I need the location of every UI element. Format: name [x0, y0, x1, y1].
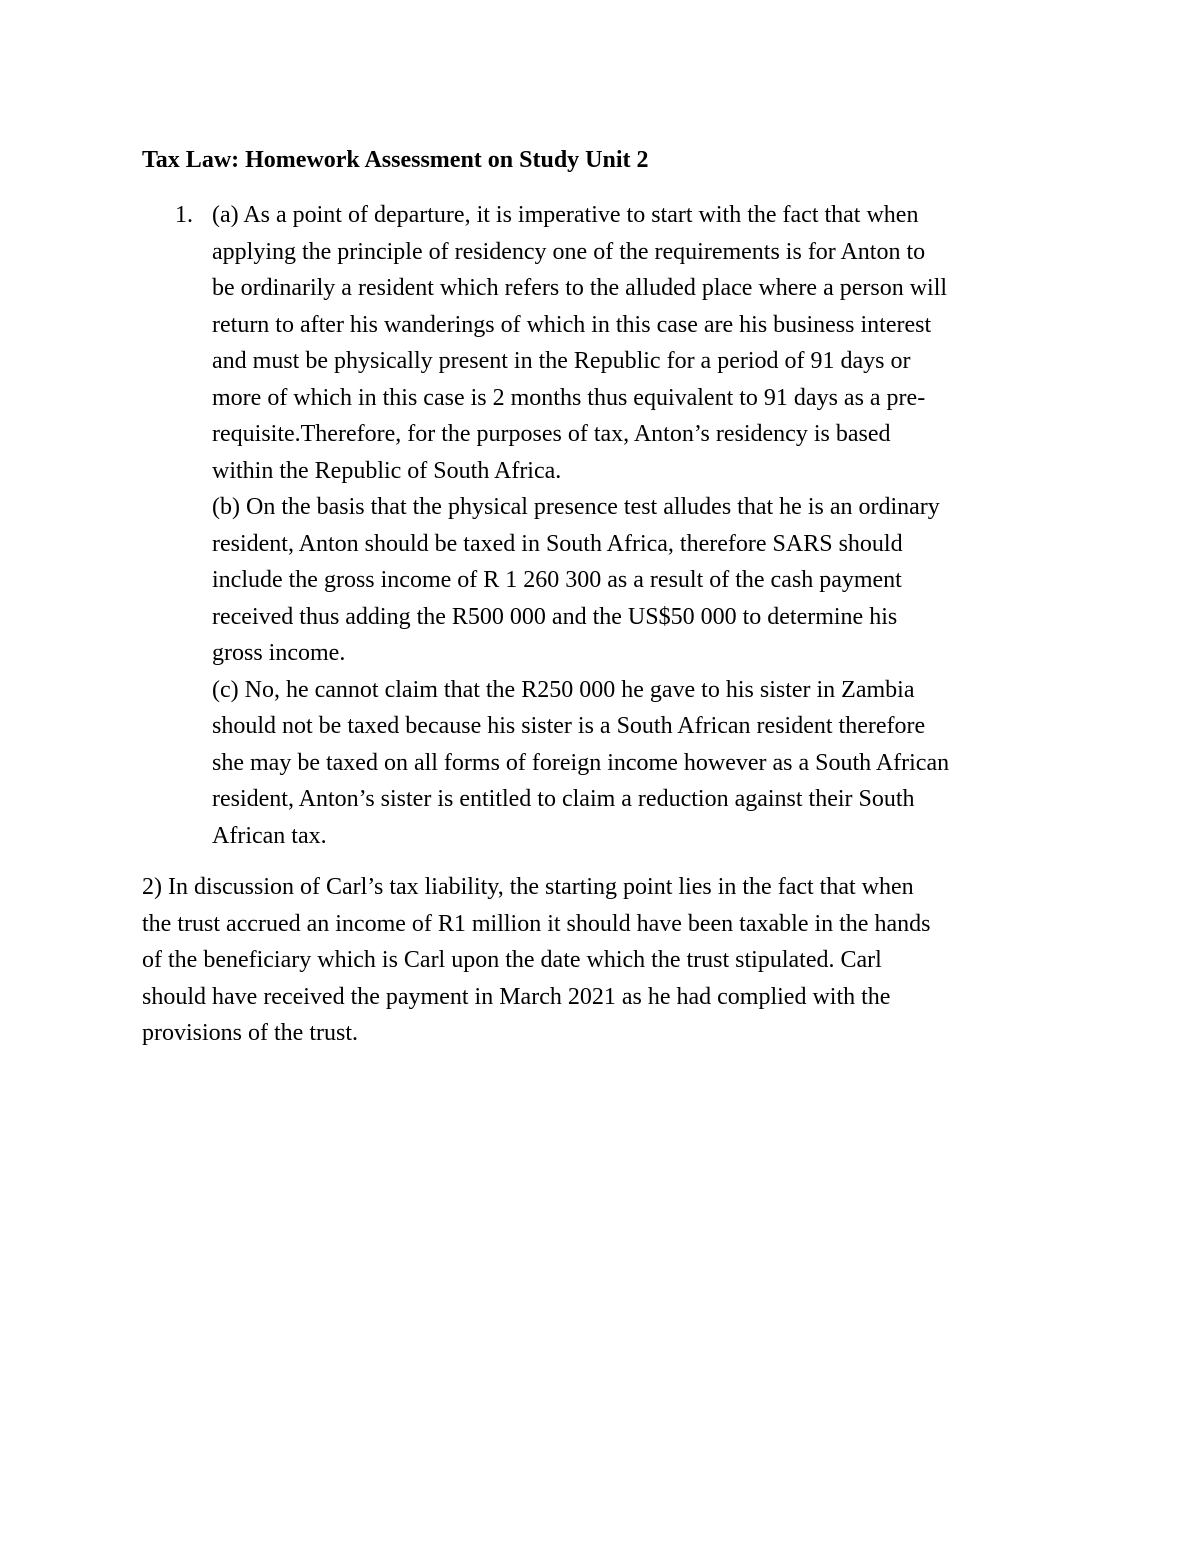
text-line: (b) On the basis that the physical presence test alludes that he is an ordinary: [212, 494, 940, 520]
text-line: more of which in this case is 2 months thus equivalent to 91 days as a pre-: [212, 384, 926, 411]
text-line: she may be taxed on all forms of foreign income however as a South African: [212, 749, 950, 776]
text-line: within the Republic of South Africa.: [212, 457, 562, 484]
text-line: applying the principle of residency one of the requirements is for Anton to: [212, 238, 926, 265]
text-line: should not be taxed because his sister is a South African resident therefore: [212, 713, 926, 739]
text-line: requisite.Therefore, for the purposes of tax, Anton’s residency is based: [212, 421, 891, 447]
text-line: of the beneficiary which is Carl upon the date which the trust stipulated. Carl: [142, 947, 882, 973]
question-1-number: 1.: [175, 202, 193, 228]
answer-part-c: [212, 672, 1075, 855]
text-line: include the gross income of R 1 260 300 as a result of the cash payment: [212, 567, 902, 593]
text-line: be ordinarily a resident which refers to the alluded place where a person will: [212, 275, 948, 301]
text-line: return to after his wanderings of which in this case are his business interest: [212, 311, 932, 338]
text-line: resident, Anton’s sister is entitled to claim a reduction against their South: [212, 786, 915, 812]
text-line: should have received the payment in March 2021 as he had complied with the: [142, 983, 891, 1010]
answer-part-b: [212, 489, 1075, 672]
question-1-answer: [212, 197, 1075, 854]
question-2-answer: [142, 869, 1072, 1052]
text-line: and must be physically present in the Republic for a period of 91 days or: [212, 348, 911, 374]
text-line: gross income.: [212, 640, 346, 666]
text-line: received thus adding the R500 000 and the US$50 000 to determine his: [212, 603, 898, 630]
answer-part-a: [212, 197, 1075, 489]
text-line: provisions of the trust.: [142, 1020, 358, 1046]
text-line: resident, Anton should be taxed in South Africa, therefore SARS should: [212, 530, 903, 557]
text-line: (c) No, he cannot claim that the R250 000 he gave to his sister in Zambia: [212, 676, 915, 703]
text-line: (a) As a point of departure, it is imperative to start with the fact that when: [212, 202, 919, 228]
text-line: African tax.: [212, 822, 327, 849]
document-title: Tax Law: Homework Assessment on Study Unit 2: [142, 147, 649, 173]
text-line: the trust accrued an income of R1 million it should have been taxable in the hands: [142, 910, 931, 937]
text-line: 2) In discussion of Carl’s tax liability, the starting point lies in the fact that when: [142, 874, 914, 900]
